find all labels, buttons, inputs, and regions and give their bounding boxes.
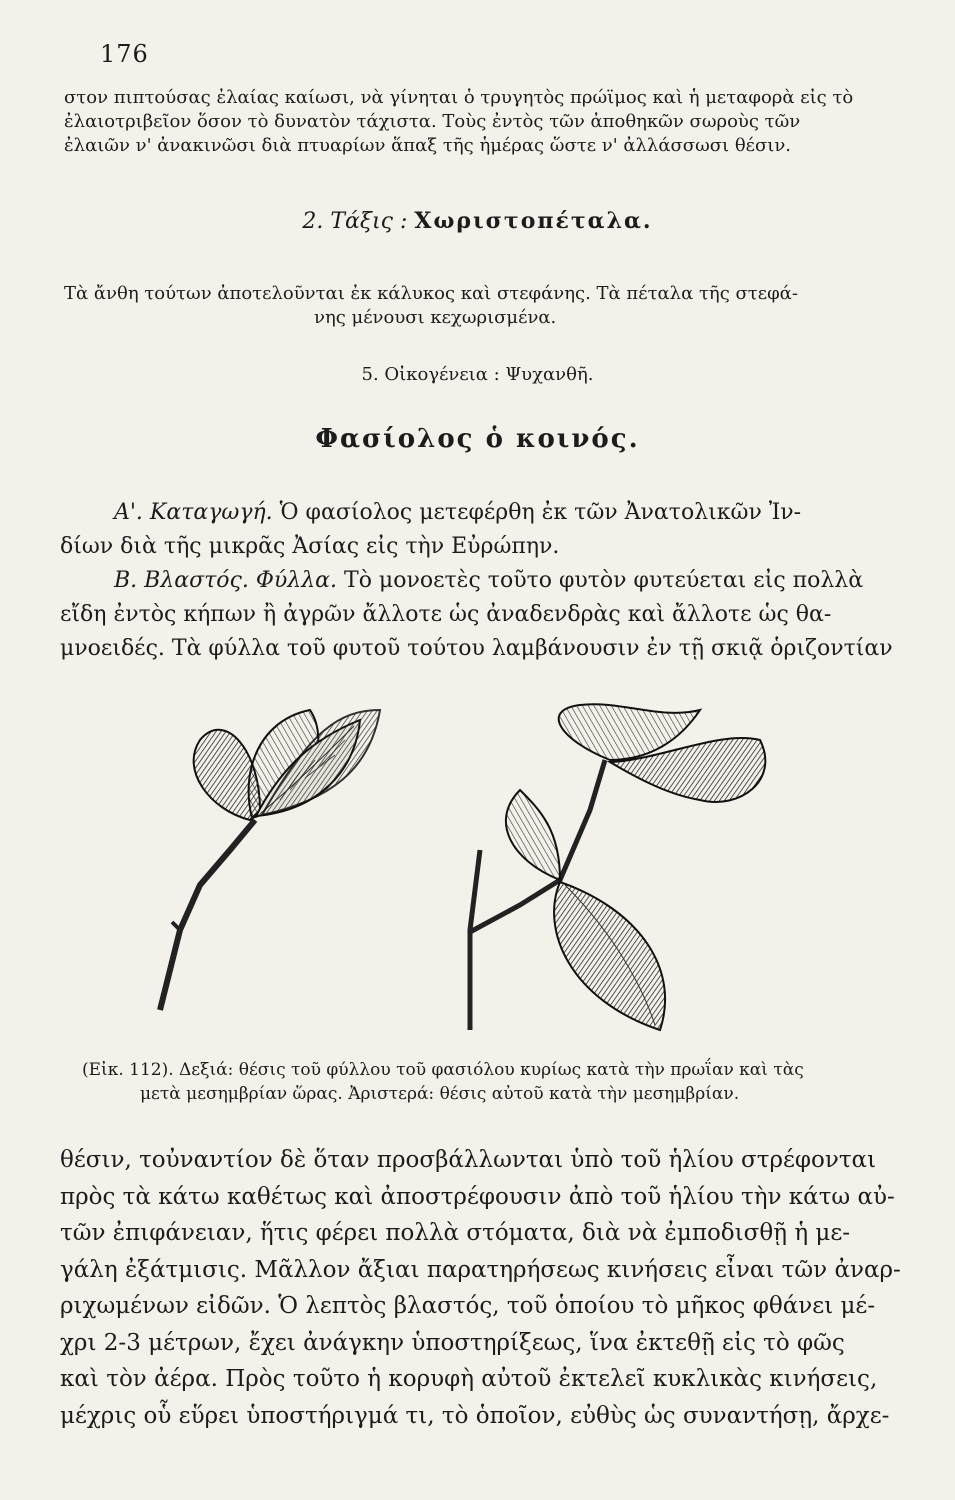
taxis-name: Χωριστοπέταλα. (414, 208, 653, 234)
text-line: (Εἰκ. 112). Δεξιά: θέσις τοῦ φύλλου τοῦ φασιόλου κυρίως κατὰ τὴν πρωΐαν καὶ τὰς (82, 1060, 804, 1080)
text-line: ριχωμένων εἰδῶν. Ὁ λεπτὸς βλαστός, τοῦ ὁποίου τὸ μῆκος φθάνει μέ- (60, 1293, 876, 1319)
text-line: νης μένουσι κεχωρισμένα. (314, 307, 557, 328)
figure-caption (82, 1058, 922, 1106)
section-b-line-1 (60, 564, 930, 598)
section-b-label: Β. Βλαστός. Φύλλα. (114, 568, 338, 593)
text-line: μέχρις οὗ εὕρει ὑποστήριγμά τι, τὸ ὁποῖον, εὐθὺς ὡς συναντήσῃ, ἄρχε- (60, 1402, 890, 1429)
text-line: γάλη ἐξάτμισις. Μᾶλλον ἄξιαι παρατηρήσεως κινήσεις εἶναι τῶν ἀναρ- (60, 1256, 901, 1283)
text-line: μνοειδές. Τὰ φύλλα τοῦ φυτοῦ τούτου λαμβάνουσιν ἐν τῇ σκιᾷ ὁριζοντίαν (60, 636, 893, 661)
text-line: Τὸ μονοετὲς τοῦτο φυτὸν φυτεύεται εἰς πολλὰ (344, 568, 864, 593)
page-number: 176 (100, 40, 149, 68)
text-line: χρι 2-3 μέτρων, ἔχει ἀνάγκην ὑποστηρίξεως, ἵνα ἐκτεθῇ εἰς τὸ φῶς (60, 1329, 845, 1356)
text-line: τῶν ἐπιφάνειαν, ἥτις φέρει πολλὰ στόματα, διὰ νὰ ἐμποδισθῇ ἡ με- (60, 1220, 851, 1246)
species-heading: Φασίολος ὁ κοινός. (315, 424, 640, 454)
taxis-description (64, 282, 924, 330)
sections-a-b (60, 496, 930, 666)
text-line: στον πιπτούσας ἐλαίας καίωσι, νὰ γίνηται ὁ τρυγητὸς πρώϊμος καὶ ἡ μεταφορὰ εἰς τὸ (64, 87, 854, 108)
text-line: μετὰ μεσημβρίαν ὥρας. Ἀριστερά: θέσις αὐτοῦ κατὰ τὴν μεσημβρίαν. (140, 1084, 740, 1104)
section-a-line-1 (60, 496, 930, 530)
text-line: πρὸς τὰ κάτω καθέτως καὶ ἀποστρέφουσιν ἀπὸ τοῦ ἡλίου τὴν κάτω αὐ- (60, 1183, 895, 1210)
text-line: Ὁ φασίολος μετεφέρθη ἐκ τῶν Ἀνατολικῶν Ἰν- (279, 500, 802, 525)
text-line: ἐλαιοτριβεῖον ὅσον τὸ δυνατὸν τάχιστα. Τοὺς ἐντὸς τῶν ἀποθηκῶν σωροὺς τῶν (64, 111, 801, 132)
bottom-paragraph (60, 1142, 930, 1434)
text-line: θέσιν, τοὐναντίον δὲ ὅταν προσβάλλωνται ὑπὸ τοῦ ἡλίου στρέφονται (60, 1147, 877, 1173)
bean-leaf-illustration (140, 700, 820, 1040)
right-leaf-drawing (470, 704, 765, 1030)
text-line: εἴδη ἐντὸς κήπων ἢ ἀγρῶν ἄλλοτε ὡς ἀναδενδρὰς καὶ ἄλλοτε ὡς θα- (60, 602, 832, 627)
section-a-label: Α'. Καταγωγή. (114, 500, 273, 525)
family-heading: 5. Οἰκογένεια : Ψυχανθῆ. (361, 364, 594, 385)
taxis-prefix: 2. Τάξις : (302, 209, 408, 234)
text-line: Τὰ ἄνθη τούτων ἀποτελοῦνται ἐκ κάλυκος καὶ στεφάνης. Τὰ πέταλα τῆς στεφά- (64, 283, 798, 304)
text-line: ἐλαιῶν ν' ἀνακινῶσι διὰ πτυαρίων ἅπαξ τῆς ἡμέρας ὥστε ν' ἀλλάσσωσι θέσιν. (64, 135, 791, 156)
text-line: καὶ τὸν ἀέρα. Πρὸς τοῦτο ἡ κορυφὴ αὐτοῦ ἐκτελεῖ κυκλικὰς κινήσεις, (60, 1366, 878, 1392)
left-leaf-drawing (160, 710, 380, 1010)
top-paragraph (64, 86, 924, 158)
taxis-heading (0, 208, 955, 234)
text-line: δίων διὰ τῆς μικρᾶς Ἀσίας εἰς τὴν Εὐρώπην. (60, 534, 560, 559)
